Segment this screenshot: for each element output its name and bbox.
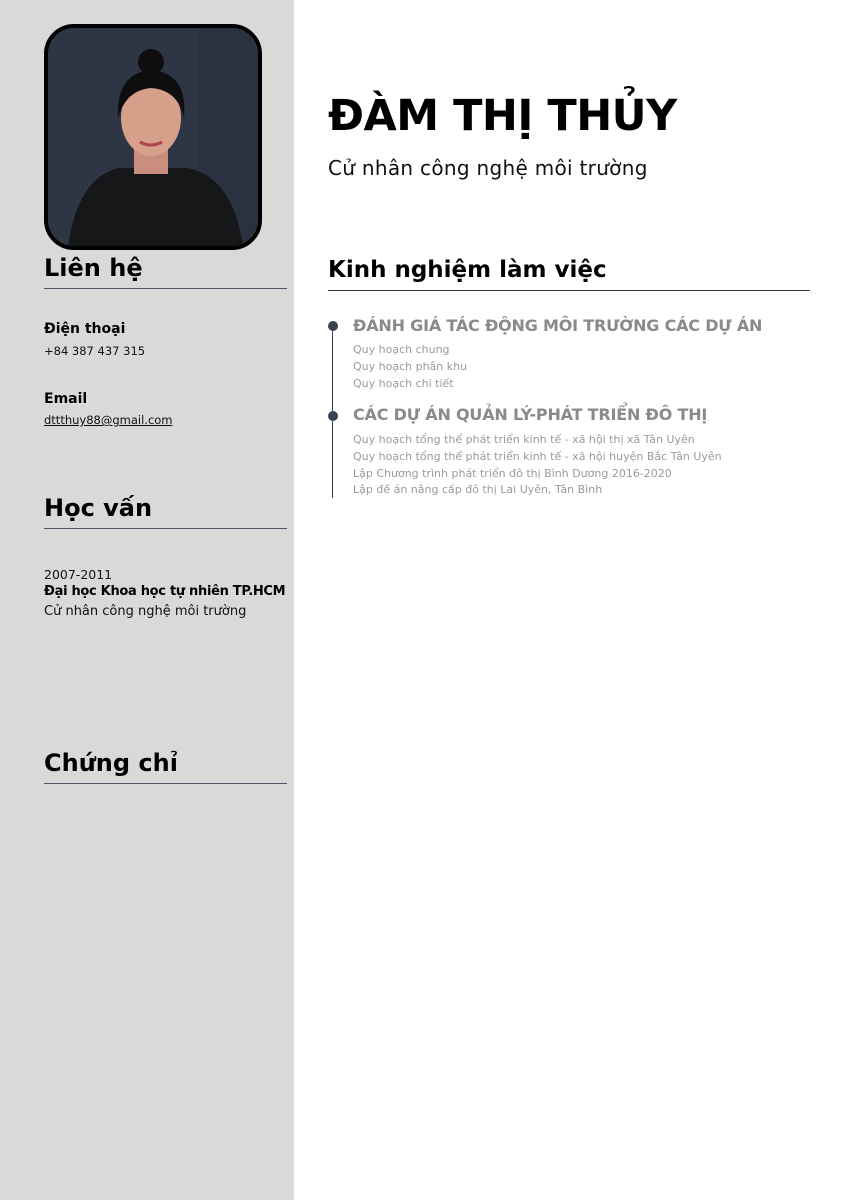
timeline-dot <box>328 321 338 331</box>
job-item: Lập Chương trình phát triển đô thị Bình Dương 2016-2020 <box>353 467 672 480</box>
job-item: Lập đề án nâng cấp đô thị Lai Uyên, Tân Bình <box>353 483 603 496</box>
experience-heading: Kinh nghiệm làm việc <box>328 255 810 291</box>
phone-value: +84 387 437 315 <box>44 344 146 358</box>
portrait-image <box>48 28 258 246</box>
profile-photo <box>44 24 262 250</box>
certificates-heading: Chứng chỉ <box>44 749 287 784</box>
job-title: CÁC DỰ ÁN QUẢN LÝ-PHÁT TRIỂN ĐÔ THỊ <box>353 405 708 424</box>
job-item: Quy hoạch phân khu <box>353 360 468 373</box>
phone-label: Điện thoại <box>44 321 126 337</box>
contact-heading: Liên hệ <box>44 254 287 289</box>
education-degree: Cử nhân công nghệ môi trường <box>44 604 247 619</box>
job-item: Quy hoạch tổng thể phát triển kinh tế - xã hội huyện Bắc Tân Uyên <box>353 450 722 463</box>
education-years: 2007-2011 <box>44 567 113 582</box>
email-link[interactable]: dttthuy88@gmail.com <box>44 413 173 427</box>
candidate-name: ĐÀM THỊ THỦY <box>328 91 677 141</box>
education-school: Đại học Khoa học tự nhiên TP.HCM <box>44 584 286 599</box>
candidate-title: Cử nhân công nghệ môi trường <box>328 156 648 180</box>
education-heading: Học vấn <box>44 494 287 529</box>
job-item: Quy hoạch tổng thể phát triển kinh tế - xã hội thị xã Tân Uyên <box>353 433 695 446</box>
job-item: Quy hoạch chi tiết <box>353 377 454 390</box>
email-label: Email <box>44 391 88 407</box>
job-item: Quy hoạch chung <box>353 343 450 356</box>
job-title: ĐÁNH GIÁ TÁC ĐỘNG MÔI TRƯỜNG CÁC DỰ ÁN <box>353 316 763 335</box>
timeline-dot <box>328 411 338 421</box>
